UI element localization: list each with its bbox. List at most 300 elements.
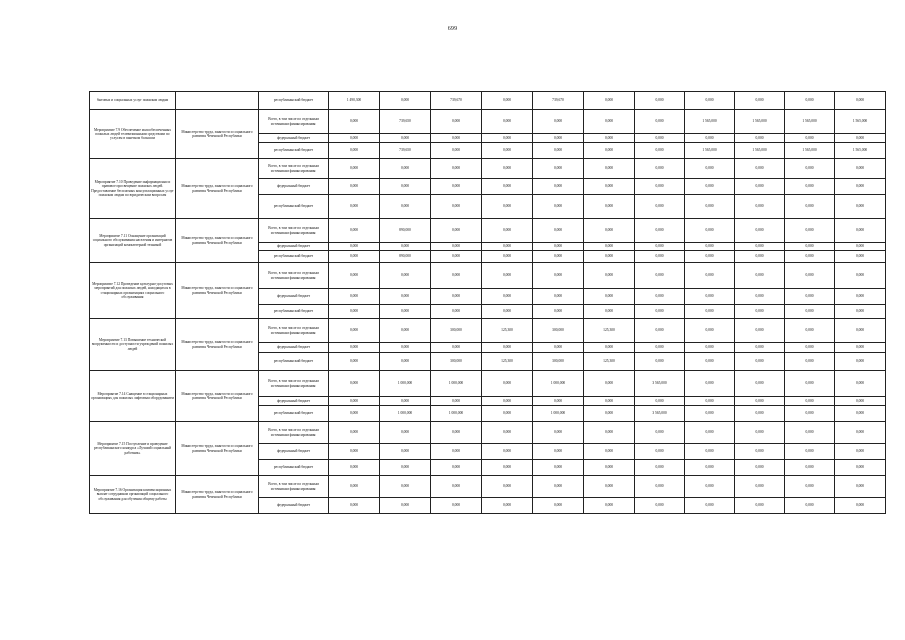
amount-cell: 0,000 xyxy=(735,406,785,422)
amount-cell: 0,000 xyxy=(835,422,886,444)
amount-cell: 0,000 xyxy=(431,289,482,305)
funding-source: республиканский бюджет xyxy=(259,143,329,159)
amount-cell: 0,000 xyxy=(685,305,735,319)
amount-cell: 0,000 xyxy=(785,460,835,476)
amount-cell: 0,000 xyxy=(785,92,835,110)
amount-cell: 0,000 xyxy=(431,179,482,195)
amount-cell: 0,000 xyxy=(584,422,635,444)
amount-cell: 0,000 xyxy=(785,159,835,179)
amount-cell: 0,000 xyxy=(635,498,685,514)
amount-cell: 0,000 xyxy=(785,289,835,305)
amount-cell: 0,000 xyxy=(482,305,533,319)
amount-cell: 0,000 xyxy=(533,460,584,476)
amount-cell: 0,000 xyxy=(785,343,835,353)
executor xyxy=(176,92,259,110)
funding-source: Всего, в том числе по отдельным источникам финансирования: xyxy=(259,219,329,243)
table-row xyxy=(90,159,886,179)
amount-cell: 0,000 xyxy=(785,371,835,397)
funding-source: Всего, в том числе по отдельным источникам финансирования: xyxy=(259,110,329,134)
amount-cell: 1 000,000 xyxy=(380,406,431,422)
amount-cell: 0,000 xyxy=(835,343,886,353)
amount-cell: 1 000,000 xyxy=(533,406,584,422)
amount-cell: 0,000 xyxy=(533,444,584,460)
amount-cell: 0,000 xyxy=(635,263,685,289)
amount-cell: 0,000 xyxy=(482,289,533,305)
funding-source: Всего, в том числе по отдельным источникам финансирования: xyxy=(259,159,329,179)
funding-source: федеральный бюджет xyxy=(259,179,329,195)
amount-cell: 0,000 xyxy=(735,498,785,514)
amount-cell: 0,000 xyxy=(584,110,635,134)
amount-cell: 0,000 xyxy=(380,397,431,406)
amount-cell: 1 565,000 xyxy=(785,110,835,134)
amount-cell: 0,000 xyxy=(329,319,380,343)
amount-cell: 0,000 xyxy=(685,319,735,343)
amount-cell: 0,000 xyxy=(735,159,785,179)
amount-cell: 0,000 xyxy=(329,476,380,498)
amount-cell: 0,000 xyxy=(635,343,685,353)
measure-name: бытовых и социальных услуг пожилым людям xyxy=(90,92,176,110)
measure-name: Мероприятие 7.12 Проведение культурно-досуговых мероприятий для пожилых людей, находящихся в стационарных организациях социального обслуживания xyxy=(90,263,176,319)
amount-cell: 0,000 xyxy=(835,243,886,251)
amount-cell: 0,000 xyxy=(431,195,482,219)
amount-cell: 0,000 xyxy=(482,460,533,476)
amount-cell: 0,000 xyxy=(533,251,584,263)
funding-source: республиканский бюджет xyxy=(259,195,329,219)
amount-cell: 0,000 xyxy=(584,243,635,251)
funding-source: федеральный бюджет xyxy=(259,134,329,143)
amount-cell: 0,000 xyxy=(533,343,584,353)
amount-cell: 0,000 xyxy=(735,397,785,406)
amount-cell: 0,000 xyxy=(785,179,835,195)
amount-cell: 0,000 xyxy=(533,219,584,243)
amount-cell: 0,000 xyxy=(482,371,533,397)
amount-cell: 1 565,000 xyxy=(835,143,886,159)
amount-cell: 0,000 xyxy=(785,305,835,319)
amount-cell: 3 565,000 xyxy=(635,371,685,397)
amount-cell: 1 565,000 xyxy=(735,110,785,134)
amount-cell: 0,000 xyxy=(482,243,533,251)
amount-cell: 0,000 xyxy=(584,498,635,514)
amount-cell: 0,000 xyxy=(584,179,635,195)
amount-cell: 0,000 xyxy=(329,371,380,397)
amount-cell: 0,000 xyxy=(835,319,886,343)
amount-cell: 0,000 xyxy=(635,179,685,195)
amount-cell: 0,000 xyxy=(685,219,735,243)
amount-cell: 0,000 xyxy=(735,319,785,343)
amount-cell: 0,000 xyxy=(584,134,635,143)
amount-cell: 0,000 xyxy=(329,195,380,219)
funding-source: республиканский бюджет xyxy=(259,460,329,476)
funding-source: федеральный бюджет xyxy=(259,397,329,406)
amount-cell: 0,000 xyxy=(735,195,785,219)
amount-cell: 0,000 xyxy=(635,353,685,371)
amount-cell: 0,000 xyxy=(380,353,431,371)
amount-cell: 0,000 xyxy=(380,422,431,444)
amount-cell: 0,000 xyxy=(380,460,431,476)
amount-cell: 0,000 xyxy=(635,159,685,179)
amount-cell: 0,000 xyxy=(482,179,533,195)
amount-cell: 0,000 xyxy=(380,243,431,251)
amount-cell: 0,000 xyxy=(482,159,533,179)
amount-cell: 0,000 xyxy=(685,134,735,143)
amount-cell: 1 565,000 xyxy=(735,143,785,159)
executor: Министерство труда, занятости и социального развития Чеченской Республики xyxy=(176,319,259,371)
amount-cell: 0,000 xyxy=(635,110,685,134)
amount-cell: 0,000 xyxy=(431,397,482,406)
amount-cell: 0,000 xyxy=(482,219,533,243)
amount-cell: 1 490,300 xyxy=(329,92,380,110)
amount-cell: 0,000 xyxy=(329,397,380,406)
amount-cell: 0,000 xyxy=(329,159,380,179)
amount-cell: 0,000 xyxy=(329,243,380,251)
amount-cell: 0,000 xyxy=(329,460,380,476)
amount-cell: 0,000 xyxy=(533,289,584,305)
amount-cell: 0,000 xyxy=(431,134,482,143)
amount-cell: 0,000 xyxy=(835,476,886,498)
amount-cell: 0,000 xyxy=(533,110,584,134)
amount-cell: 0,000 xyxy=(835,134,886,143)
amount-cell: 0,000 xyxy=(533,305,584,319)
budget-table xyxy=(89,91,886,514)
amount-cell: 0,000 xyxy=(380,92,431,110)
executor: Министерство труда, занятости и социального развития Чеченской Республики xyxy=(176,371,259,422)
amount-cell: 0,000 xyxy=(685,498,735,514)
amount-cell: 0,000 xyxy=(482,251,533,263)
measure-name: Мероприятие 7.11 Оснащение организаций социального обслуживания населения и интернатов организаций компьютерной техникой xyxy=(90,219,176,263)
amount-cell: 0,000 xyxy=(735,243,785,251)
amount-cell: 0,000 xyxy=(735,289,785,305)
amount-cell: 125,300 xyxy=(584,353,635,371)
amount-cell: 0,000 xyxy=(533,476,584,498)
amount-cell: 0,000 xyxy=(482,397,533,406)
table-row xyxy=(90,110,886,134)
amount-cell: 0,000 xyxy=(533,179,584,195)
amount-cell: 0,000 xyxy=(584,195,635,219)
amount-cell: 0,000 xyxy=(685,476,735,498)
amount-cell: 0,000 xyxy=(635,444,685,460)
amount-cell: 0,000 xyxy=(380,476,431,498)
amount-cell: 0,000 xyxy=(735,263,785,289)
amount-cell: 300,000 xyxy=(431,319,482,343)
amount-cell: 0,000 xyxy=(735,92,785,110)
page-number: 699 xyxy=(447,26,458,32)
amount-cell: 1 000,000 xyxy=(380,371,431,397)
amount-cell: 0,000 xyxy=(431,251,482,263)
amount-cell: 0,000 xyxy=(735,476,785,498)
amount-cell: 0,000 xyxy=(735,371,785,397)
amount-cell: 0,000 xyxy=(533,143,584,159)
amount-cell: 0,000 xyxy=(735,134,785,143)
amount-cell: 0,000 xyxy=(685,353,735,371)
amount-cell: 0,000 xyxy=(380,289,431,305)
amount-cell: 0,000 xyxy=(533,422,584,444)
funding-source: республиканский бюджет xyxy=(259,305,329,319)
measure-name: Мероприятие 7.14 Снащение в стационарных организациях для пожилых лифтовым оборудованием xyxy=(90,371,176,422)
amount-cell: 0,000 xyxy=(482,406,533,422)
amount-cell: 0,000 xyxy=(685,289,735,305)
amount-cell: 0,000 xyxy=(380,179,431,195)
amount-cell: 0,000 xyxy=(584,143,635,159)
amount-cell: 3 565,000 xyxy=(635,406,685,422)
amount-cell: 0,000 xyxy=(533,134,584,143)
amount-cell: 0,000 xyxy=(785,195,835,219)
amount-cell: 0,000 xyxy=(635,134,685,143)
amount-cell: 0,000 xyxy=(835,289,886,305)
amount-cell: 0,000 xyxy=(584,397,635,406)
amount-cell: 1 000,000 xyxy=(431,371,482,397)
amount-cell: 0,000 xyxy=(584,263,635,289)
measure-name: Мероприятие 7.10 Проведение информационно и правовое просвещение пожилых людей. Предоставление бесплатных консультационных услуг пожилым людям по юридическим вопросам xyxy=(90,159,176,219)
amount-cell: 0,000 xyxy=(785,319,835,343)
amount-cell: 0,000 xyxy=(329,134,380,143)
amount-cell: 0,000 xyxy=(835,353,886,371)
amount-cell: 0,000 xyxy=(533,159,584,179)
amount-cell: 0,000 xyxy=(380,159,431,179)
funding-source: Всего, в том числе по отдельным источникам финансирования: xyxy=(259,476,329,498)
amount-cell: 0,000 xyxy=(482,143,533,159)
amount-cell: 0,000 xyxy=(835,397,886,406)
amount-cell: 1 000,000 xyxy=(431,406,482,422)
table-row xyxy=(90,371,886,397)
table-row xyxy=(90,319,886,343)
amount-cell: 1 565,000 xyxy=(685,143,735,159)
amount-cell: 0,000 xyxy=(431,159,482,179)
amount-cell: 0,000 xyxy=(482,263,533,289)
amount-cell: 0,000 xyxy=(685,444,735,460)
amount-cell: 0,000 xyxy=(329,343,380,353)
amount-cell: 0,000 xyxy=(380,263,431,289)
amount-cell: 0,000 xyxy=(482,476,533,498)
amount-cell: 0,000 xyxy=(584,371,635,397)
amount-cell: 0,000 xyxy=(735,219,785,243)
amount-cell: 0,000 xyxy=(835,498,886,514)
amount-cell: 0,000 xyxy=(584,406,635,422)
amount-cell: 125,300 xyxy=(482,353,533,371)
funding-source: федеральный бюджет xyxy=(259,444,329,460)
amount-cell: 0,000 xyxy=(735,251,785,263)
amount-cell: 0,000 xyxy=(835,305,886,319)
amount-cell: 0,000 xyxy=(431,143,482,159)
amount-cell: 0,000 xyxy=(685,195,735,219)
amount-cell: 0,000 xyxy=(735,353,785,371)
amount-cell: 0,000 xyxy=(584,305,635,319)
amount-cell: 0,000 xyxy=(685,371,735,397)
amount-cell: 0,000 xyxy=(735,343,785,353)
funding-source: федеральный бюджет xyxy=(259,243,329,251)
executor: Министерство труда, занятости и социального развития Чеченской Республики xyxy=(176,476,259,514)
amount-cell: 0,000 xyxy=(584,159,635,179)
executor: Министерство труда, занятости и социального развития Чеченской Республики xyxy=(176,159,259,219)
amount-cell: 0,000 xyxy=(635,460,685,476)
amount-cell: 0,000 xyxy=(380,343,431,353)
amount-cell: 0,000 xyxy=(685,343,735,353)
funding-source: республиканский бюджет xyxy=(259,406,329,422)
amount-cell: 1 565,000 xyxy=(785,143,835,159)
amount-cell: 0,000 xyxy=(635,422,685,444)
amount-cell: 0,000 xyxy=(635,92,685,110)
amount-cell: 0,000 xyxy=(329,219,380,243)
amount-cell: 0,000 xyxy=(482,110,533,134)
amount-cell: 0,000 xyxy=(685,179,735,195)
measure-name: Мероприятие 7.13 Повышение технической вооруженности и доступности учреждений пожилых людей xyxy=(90,319,176,371)
amount-cell: 739,650 xyxy=(380,110,431,134)
amount-cell: 0,000 xyxy=(785,397,835,406)
amount-cell: 0,000 xyxy=(482,92,533,110)
amount-cell: 0,000 xyxy=(785,422,835,444)
amount-cell: 0,000 xyxy=(482,195,533,219)
amount-cell: 0,000 xyxy=(431,219,482,243)
measure-name: Мероприятие 7.16 Организация компенсационных выплат сотрудникам организаций социального обслуживания для обучения общему работы xyxy=(90,476,176,514)
measure-name: Мероприятие 7.9 Обеспечение малообеспеченных пожилых людей телевизионными средствами по услугам в пакетном большом xyxy=(90,110,176,159)
amount-cell: 0,000 xyxy=(482,444,533,460)
amount-cell: 1 000,000 xyxy=(533,371,584,397)
amount-cell: 0,000 xyxy=(533,195,584,219)
amount-cell: 0,000 xyxy=(685,92,735,110)
amount-cell: 0,000 xyxy=(685,263,735,289)
amount-cell: 0,000 xyxy=(635,219,685,243)
amount-cell: 0,000 xyxy=(431,243,482,251)
funding-source: федеральный бюджет xyxy=(259,343,329,353)
amount-cell: 125,300 xyxy=(584,319,635,343)
amount-cell: 0,000 xyxy=(785,444,835,460)
amount-cell: 0,000 xyxy=(329,444,380,460)
amount-cell: 0,000 xyxy=(685,397,735,406)
amount-cell: 0,000 xyxy=(329,143,380,159)
amount-cell: 0,000 xyxy=(835,460,886,476)
funding-source: Всего, в том числе по отдельным источникам финансирования: xyxy=(259,319,329,343)
amount-cell: 0,000 xyxy=(785,263,835,289)
amount-cell: 739,670 xyxy=(533,92,584,110)
amount-cell: 0,000 xyxy=(835,179,886,195)
amount-cell: 0,000 xyxy=(431,498,482,514)
amount-cell: 0,000 xyxy=(380,305,431,319)
amount-cell: 739,670 xyxy=(431,92,482,110)
amount-cell: 0,000 xyxy=(635,143,685,159)
executor: Министерство труда, занятости и социального развития Чеченской Республики xyxy=(176,422,259,476)
amount-cell: 0,000 xyxy=(835,251,886,263)
funding-source: республиканский бюджет xyxy=(259,251,329,263)
table-row xyxy=(90,263,886,289)
funding-source: федеральный бюджет xyxy=(259,289,329,305)
amount-cell: 0,000 xyxy=(735,444,785,460)
amount-cell: 0,000 xyxy=(584,92,635,110)
amount-cell: 0,000 xyxy=(329,263,380,289)
amount-cell: 0,000 xyxy=(533,397,584,406)
amount-cell: 0,000 xyxy=(685,422,735,444)
table-row xyxy=(90,422,886,444)
amount-cell: 0,000 xyxy=(685,159,735,179)
amount-cell: 0,000 xyxy=(785,243,835,251)
amount-cell: 0,000 xyxy=(635,251,685,263)
amount-cell: 0,000 xyxy=(329,498,380,514)
amount-cell: 300,000 xyxy=(431,353,482,371)
funding-source: республиканский бюджет xyxy=(259,92,329,110)
table-row xyxy=(90,476,886,498)
amount-cell: 0,000 xyxy=(635,476,685,498)
funding-source: Всего, в том числе по отдельным источникам финансирования: xyxy=(259,422,329,444)
amount-cell: 1 565,000 xyxy=(685,110,735,134)
amount-cell: 0,000 xyxy=(380,134,431,143)
amount-cell: 0,000 xyxy=(584,476,635,498)
amount-cell: 0,000 xyxy=(635,289,685,305)
amount-cell: 0,000 xyxy=(835,371,886,397)
amount-cell: 0,000 xyxy=(482,134,533,143)
amount-cell: 0,000 xyxy=(785,406,835,422)
amount-cell: 890,000 xyxy=(380,251,431,263)
amount-cell: 0,000 xyxy=(685,251,735,263)
amount-cell: 0,000 xyxy=(785,498,835,514)
amount-cell: 0,000 xyxy=(735,179,785,195)
amount-cell: 0,000 xyxy=(835,263,886,289)
amount-cell: 0,000 xyxy=(685,460,735,476)
amount-cell: 0,000 xyxy=(835,406,886,422)
amount-cell: 0,000 xyxy=(635,243,685,251)
amount-cell: 0,000 xyxy=(735,460,785,476)
amount-cell: 0,000 xyxy=(735,422,785,444)
amount-cell: 0,000 xyxy=(584,219,635,243)
amount-cell: 125,300 xyxy=(482,319,533,343)
amount-cell: 0,000 xyxy=(380,498,431,514)
amount-cell: 0,000 xyxy=(835,219,886,243)
amount-cell: 0,000 xyxy=(735,305,785,319)
measure-name: Мероприятие 7.15 Поступление и проведение республиканского конкурса «Лучший социальный работник» xyxy=(90,422,176,476)
amount-cell: 0,000 xyxy=(785,219,835,243)
amount-cell: 0,000 xyxy=(329,406,380,422)
amount-cell: 0,000 xyxy=(482,343,533,353)
amount-cell: 0,000 xyxy=(533,498,584,514)
amount-cell: 0,000 xyxy=(635,305,685,319)
amount-cell: 0,000 xyxy=(685,406,735,422)
amount-cell: 0,000 xyxy=(785,476,835,498)
executor: Министерство труда, занятости и социального развития Чеченской Республики xyxy=(176,110,259,159)
amount-cell: 0,000 xyxy=(533,243,584,251)
amount-cell: 0,000 xyxy=(329,179,380,195)
amount-cell: 0,000 xyxy=(329,289,380,305)
amount-cell: 0,000 xyxy=(835,92,886,110)
amount-cell: 0,000 xyxy=(431,343,482,353)
amount-cell: 0,000 xyxy=(635,397,685,406)
amount-cell: 0,000 xyxy=(635,319,685,343)
amount-cell: 0,000 xyxy=(685,243,735,251)
amount-cell: 0,000 xyxy=(431,460,482,476)
amount-cell: 0,000 xyxy=(329,110,380,134)
amount-cell: 300,000 xyxy=(533,353,584,371)
executor: Министерство труда, занятости и социального развития Чеченской Республики xyxy=(176,263,259,319)
amount-cell: 0,000 xyxy=(431,110,482,134)
amount-cell: 0,000 xyxy=(431,263,482,289)
amount-cell: 0,000 xyxy=(533,263,584,289)
amount-cell: 0,000 xyxy=(482,422,533,444)
amount-cell: 0,000 xyxy=(329,251,380,263)
amount-cell: 0,000 xyxy=(482,498,533,514)
amount-cell: 0,000 xyxy=(431,476,482,498)
amount-cell: 890,000 xyxy=(380,219,431,243)
amount-cell: 0,000 xyxy=(431,422,482,444)
amount-cell: 0,000 xyxy=(329,422,380,444)
executor: Министерство труда, занятости и социального развития Чеченской Республики xyxy=(176,219,259,263)
table-row xyxy=(90,92,886,110)
amount-cell: 300,000 xyxy=(533,319,584,343)
funding-source: федеральный бюджет xyxy=(259,498,329,514)
amount-cell: 0,000 xyxy=(431,444,482,460)
amount-cell: 0,000 xyxy=(584,444,635,460)
table-row xyxy=(90,219,886,243)
amount-cell: 0,000 xyxy=(835,159,886,179)
amount-cell: 1 565,000 xyxy=(835,110,886,134)
amount-cell: 0,000 xyxy=(584,289,635,305)
amount-cell: 0,000 xyxy=(835,195,886,219)
funding-source: республиканский бюджет xyxy=(259,353,329,371)
